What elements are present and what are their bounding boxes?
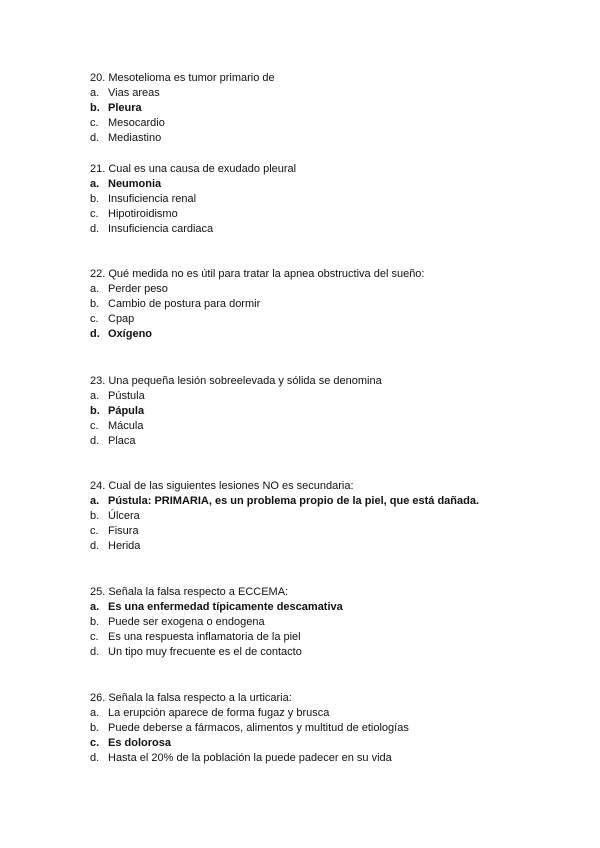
option-letter: b. (90, 298, 100, 310)
option-text: Cambio de postura para dormir (108, 298, 261, 310)
option-c (90, 630, 560, 645)
option-text: Insuficiencia renal (108, 193, 197, 205)
question-25 (90, 585, 560, 660)
option-letter: a. (90, 495, 100, 507)
option-d (90, 131, 560, 146)
option-c-correct (90, 736, 560, 751)
question-stem: 21. Cual es una causa de exudado pleural (90, 163, 297, 175)
option-text: Mácula (108, 420, 144, 432)
option-text: Cpap (108, 313, 135, 325)
question-22 (90, 267, 560, 342)
option-a (90, 389, 560, 404)
option-text: Pápula (108, 405, 145, 417)
option-text: Un tipo muy frecuente es el de contacto (108, 646, 302, 658)
option-text: Es dolorosa (108, 737, 171, 749)
option-a (90, 282, 560, 297)
question-24 (90, 479, 560, 554)
option-text: Vias areas (108, 87, 160, 99)
option-letter: a. (90, 178, 100, 190)
option-letter: a. (90, 601, 100, 613)
option-letter: c. (90, 117, 99, 129)
option-letter: d. (90, 223, 100, 235)
option-text: Mediastino (108, 132, 162, 144)
option-letter: c. (90, 420, 99, 432)
option-letter: b. (90, 722, 100, 734)
question-20 (90, 71, 560, 146)
option-c (90, 207, 560, 222)
option-letter: b. (90, 405, 100, 417)
option-letter: b. (90, 616, 100, 628)
option-letter: a. (90, 87, 100, 99)
option-c (90, 524, 560, 539)
option-a-correct (90, 177, 560, 192)
option-letter: d. (90, 328, 100, 340)
option-letter: d. (90, 646, 100, 658)
option-b (90, 297, 560, 312)
option-text: Pleura (108, 102, 142, 114)
option-b-correct (90, 404, 560, 419)
option-b (90, 192, 560, 207)
option-text: Mesocardio (108, 117, 165, 129)
question-stem: 26. Señala la falsa respecto a la urticaria: (90, 692, 292, 704)
question-23 (90, 374, 560, 449)
option-d-correct (90, 327, 560, 342)
option-text: Es una respuesta inflamatoria de la piel (108, 631, 301, 643)
question-stem: 25. Señala la falsa respecto a ECCEMA: (90, 586, 289, 598)
option-a-correct (90, 600, 560, 615)
option-text: Fisura (108, 525, 139, 537)
option-c (90, 116, 560, 131)
option-letter: a. (90, 707, 100, 719)
option-text: Neumonia (108, 178, 162, 190)
option-d (90, 222, 560, 237)
option-b (90, 721, 560, 736)
option-letter: c. (90, 737, 100, 749)
option-text: Hipotiroidismo (108, 208, 178, 220)
question-stem: 22. Qué medida no es útil para tratar la apnea obstructiva del sueño: (90, 268, 425, 280)
question-stem: 24. Cual de las siguientes lesiones NO es secundaria: (90, 480, 354, 492)
option-text: Placa (108, 435, 136, 447)
option-letter: d. (90, 435, 100, 447)
option-text: Es una enfermedad típicamente descamativa (108, 601, 343, 613)
option-letter: a. (90, 283, 100, 295)
option-a-correct (90, 494, 560, 509)
option-text: Pústula (108, 390, 145, 402)
option-a (90, 706, 560, 721)
option-text: Oxígeno (108, 328, 153, 340)
option-letter: d. (90, 752, 100, 764)
option-letter: b. (90, 510, 100, 522)
option-letter: c. (90, 631, 99, 643)
option-text: La erupción aparece de forma fugaz y brusca (108, 707, 330, 719)
question-26 (90, 691, 560, 766)
option-text: Puede ser exogena o endogena (108, 616, 265, 628)
option-text: Pústula: PRIMARIA, es un problema propio de la piel, que está dañada. (108, 495, 480, 507)
option-a (90, 86, 560, 101)
option-letter: d. (90, 132, 100, 144)
option-letter: c. (90, 313, 99, 325)
option-b-correct (90, 101, 560, 116)
option-text: Úlcera (108, 510, 140, 522)
option-b (90, 615, 560, 630)
option-letter: b. (90, 193, 100, 205)
option-b (90, 509, 560, 524)
option-text: Perder peso (108, 283, 168, 295)
option-text: Herida (108, 540, 141, 552)
option-letter: c. (90, 525, 99, 537)
option-letter: a. (90, 390, 100, 402)
option-text: Hasta el 20% de la población la puede padecer en su vida (108, 752, 392, 764)
option-d (90, 539, 560, 554)
option-text: Insuficiencia cardiaca (108, 223, 214, 235)
option-letter: b. (90, 102, 100, 114)
option-d (90, 645, 560, 660)
option-c (90, 419, 560, 434)
question-stem: 23. Una pequeña lesión sobreelevada y sólida se denomina (90, 375, 382, 387)
option-letter: c. (90, 208, 99, 220)
question-stem: 20. Mesotelioma es tumor primario de (90, 72, 275, 84)
option-letter: d. (90, 540, 100, 552)
option-d (90, 751, 560, 766)
option-text: Puede deberse a fármacos, alimentos y multitud de etiologías (108, 722, 409, 734)
option-d (90, 434, 560, 449)
option-c (90, 312, 560, 327)
question-21 (90, 162, 560, 237)
